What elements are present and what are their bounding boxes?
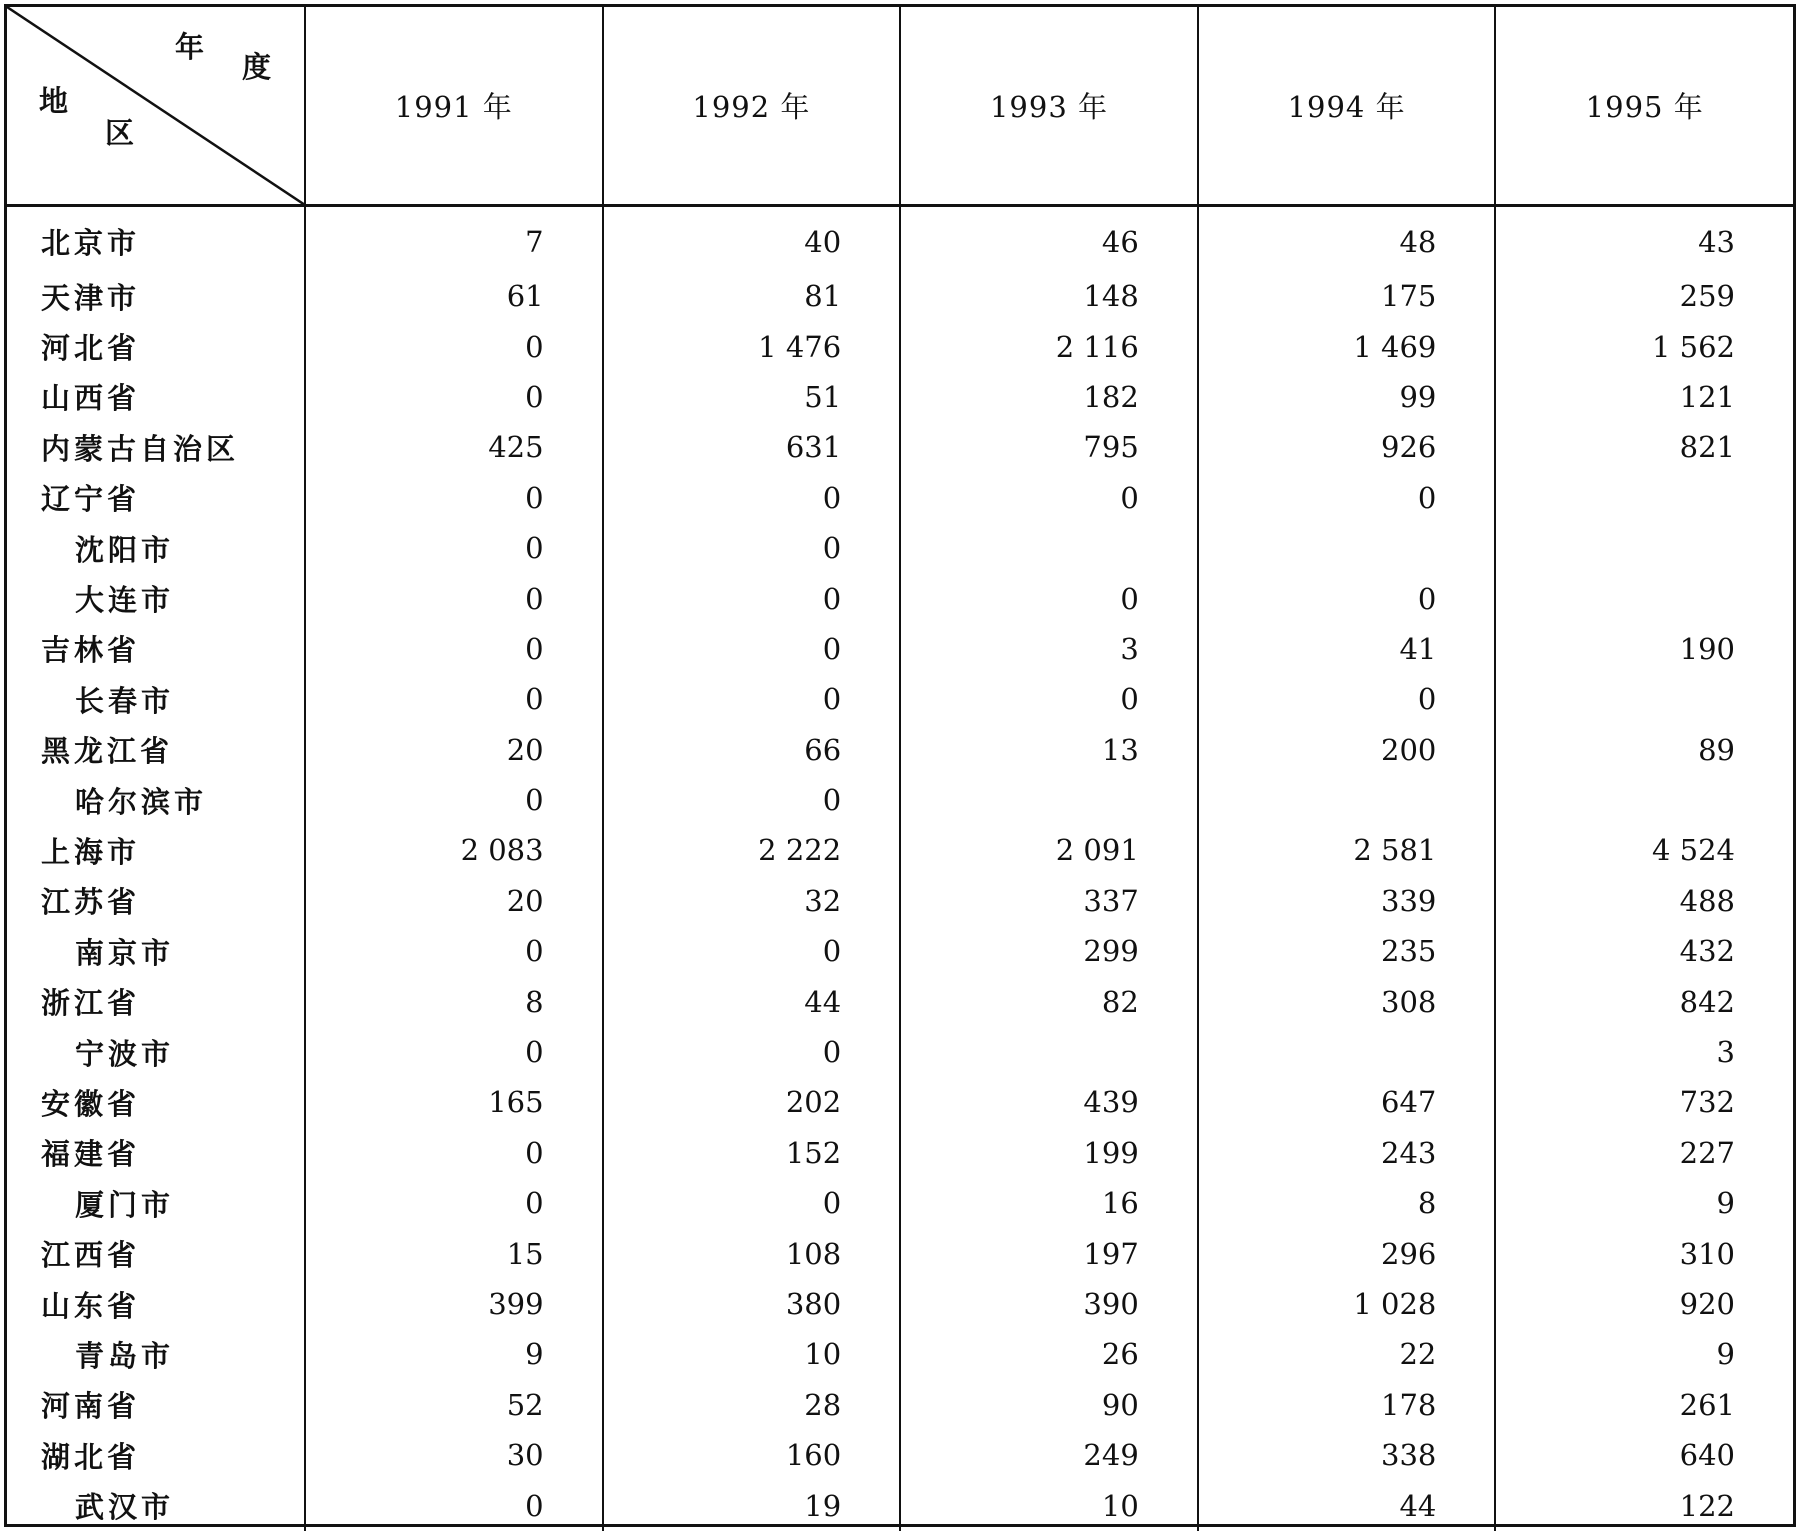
value-cell: 22 xyxy=(1198,1329,1496,1379)
value-cell: 296 xyxy=(1198,1228,1496,1278)
value-cell xyxy=(900,1027,1198,1077)
value-cell: 631 xyxy=(603,422,901,472)
value-cell: 44 xyxy=(603,976,901,1026)
value-cell xyxy=(900,775,1198,825)
statistics-table xyxy=(7,7,1793,1531)
table-row xyxy=(7,573,1793,623)
value-cell: 299 xyxy=(900,926,1198,976)
value-cell: 148 xyxy=(900,271,1198,321)
value-cell: 200 xyxy=(1198,725,1496,775)
value-cell: 0 xyxy=(603,1178,901,1228)
region-name-cell: 上海市 xyxy=(41,834,141,869)
table-row xyxy=(7,624,1793,674)
value-cell: 175 xyxy=(1198,271,1496,321)
table-body xyxy=(7,205,1793,1531)
corner-label-region-1: 地 xyxy=(39,84,70,118)
value-cell: 44 xyxy=(1198,1480,1496,1530)
region-name-cell: 北京市 xyxy=(41,226,141,261)
value-cell: 61 xyxy=(305,271,603,321)
value-cell: 199 xyxy=(900,1128,1198,1178)
value-cell: 0 xyxy=(1198,674,1496,724)
region-name-cell: 哈尔滨市 xyxy=(75,784,208,819)
value-cell: 338 xyxy=(1198,1430,1496,1480)
value-cell: 0 xyxy=(305,573,603,623)
table-row xyxy=(7,926,1793,976)
value-cell: 122 xyxy=(1495,1480,1793,1530)
corner-label-year-1: 年 xyxy=(175,30,206,64)
region-name-cell: 山西省 xyxy=(41,381,141,416)
value-cell: 20 xyxy=(305,725,603,775)
value-cell xyxy=(1495,573,1793,623)
value-cell: 0 xyxy=(305,372,603,422)
value-cell: 2 116 xyxy=(900,321,1198,371)
value-cell: 2 083 xyxy=(305,825,603,875)
value-cell: 425 xyxy=(305,422,603,472)
region-name-cell: 安徽省 xyxy=(41,1086,141,1121)
value-cell: 7 xyxy=(305,205,603,271)
value-cell: 9 xyxy=(305,1329,603,1379)
table-row xyxy=(7,422,1793,472)
value-cell: 182 xyxy=(900,372,1198,422)
value-cell: 160 xyxy=(603,1430,901,1480)
value-cell: 8 xyxy=(1198,1178,1496,1228)
value-cell: 488 xyxy=(1495,876,1793,926)
value-cell: 3 xyxy=(900,624,1198,674)
value-cell: 732 xyxy=(1495,1077,1793,1127)
region-name-cell: 江苏省 xyxy=(41,885,141,920)
table-row xyxy=(7,825,1793,875)
table-row xyxy=(7,1228,1793,1278)
value-cell: 48 xyxy=(1198,205,1496,271)
value-cell: 0 xyxy=(305,321,603,371)
table-row xyxy=(7,976,1793,1026)
table-row xyxy=(7,876,1793,926)
value-cell: 82 xyxy=(900,976,1198,1026)
value-cell: 152 xyxy=(603,1128,901,1178)
value-cell: 0 xyxy=(603,674,901,724)
value-cell: 0 xyxy=(305,1027,603,1077)
value-cell: 390 xyxy=(900,1279,1198,1329)
value-cell: 90 xyxy=(900,1380,1198,1430)
value-cell: 647 xyxy=(1198,1077,1496,1127)
value-cell: 259 xyxy=(1495,271,1793,321)
value-cell: 32 xyxy=(603,876,901,926)
table-row xyxy=(7,321,1793,371)
corner-label-region-2: 区 xyxy=(105,116,136,150)
value-cell: 0 xyxy=(1198,573,1496,623)
region-name-cell: 湖北省 xyxy=(41,1439,141,1474)
value-cell: 249 xyxy=(900,1430,1198,1480)
value-cell: 26 xyxy=(900,1329,1198,1379)
value-cell: 52 xyxy=(305,1380,603,1430)
region-name-cell: 吉林省 xyxy=(41,633,141,668)
value-cell xyxy=(1495,523,1793,573)
table-row xyxy=(7,1430,1793,1480)
value-cell: 380 xyxy=(603,1279,901,1329)
value-cell: 926 xyxy=(1198,422,1496,472)
value-cell: 20 xyxy=(305,876,603,926)
region-name-cell: 辽宁省 xyxy=(41,482,141,517)
region-name-cell: 江西省 xyxy=(41,1238,141,1273)
value-cell: 795 xyxy=(900,422,1198,472)
table-row xyxy=(7,205,1793,271)
value-cell: 0 xyxy=(603,473,901,523)
value-cell: 28 xyxy=(603,1380,901,1430)
value-cell: 920 xyxy=(1495,1279,1793,1329)
value-cell: 178 xyxy=(1198,1380,1496,1430)
value-cell: 4 524 xyxy=(1495,825,1793,875)
value-cell: 0 xyxy=(603,1027,901,1077)
region-name-cell: 大连市 xyxy=(75,583,175,618)
table-row xyxy=(7,1480,1793,1530)
value-cell: 310 xyxy=(1495,1228,1793,1278)
table-row xyxy=(7,775,1793,825)
value-cell: 432 xyxy=(1495,926,1793,976)
region-name-cell: 武汉市 xyxy=(75,1490,175,1525)
table-row xyxy=(7,1077,1793,1127)
value-cell: 40 xyxy=(603,205,901,271)
value-cell: 46 xyxy=(900,205,1198,271)
table-row xyxy=(7,473,1793,523)
table-row xyxy=(7,1329,1793,1379)
value-cell xyxy=(1198,1027,1496,1077)
year-header-1991: 1991 年 xyxy=(305,7,603,205)
value-cell: 0 xyxy=(305,1480,603,1530)
value-cell: 337 xyxy=(900,876,1198,926)
value-cell xyxy=(900,523,1198,573)
value-cell: 30 xyxy=(305,1430,603,1480)
table-row xyxy=(7,372,1793,422)
value-cell: 2 222 xyxy=(603,825,901,875)
value-cell: 41 xyxy=(1198,624,1496,674)
table-row xyxy=(7,1128,1793,1178)
value-cell: 0 xyxy=(305,775,603,825)
value-cell xyxy=(1198,523,1496,573)
table-row xyxy=(7,674,1793,724)
value-cell: 15 xyxy=(305,1228,603,1278)
value-cell: 197 xyxy=(900,1228,1198,1278)
value-cell: 16 xyxy=(900,1178,1198,1228)
corner-header-cell xyxy=(7,7,305,205)
value-cell: 9 xyxy=(1495,1178,1793,1228)
value-cell: 3 xyxy=(1495,1027,1793,1077)
value-cell: 0 xyxy=(603,523,901,573)
value-cell: 235 xyxy=(1198,926,1496,976)
value-cell: 108 xyxy=(603,1228,901,1278)
value-cell: 339 xyxy=(1198,876,1496,926)
value-cell: 261 xyxy=(1495,1380,1793,1430)
value-cell: 1 562 xyxy=(1495,321,1793,371)
value-cell: 51 xyxy=(603,372,901,422)
table-row xyxy=(7,1279,1793,1329)
value-cell: 2 091 xyxy=(900,825,1198,875)
value-cell: 99 xyxy=(1198,372,1496,422)
region-name-cell: 宁波市 xyxy=(75,1036,175,1071)
value-cell: 10 xyxy=(900,1480,1198,1530)
value-cell: 243 xyxy=(1198,1128,1496,1178)
region-name-cell: 福建省 xyxy=(41,1137,141,1172)
value-cell: 0 xyxy=(603,624,901,674)
region-name-cell: 黑龙江省 xyxy=(41,734,174,769)
value-cell xyxy=(1495,775,1793,825)
value-cell: 165 xyxy=(305,1077,603,1127)
value-cell: 10 xyxy=(603,1329,901,1379)
value-cell: 0 xyxy=(305,926,603,976)
region-name-cell: 长春市 xyxy=(75,683,175,718)
region-name-cell: 沈阳市 xyxy=(75,532,175,567)
value-cell: 81 xyxy=(603,271,901,321)
value-cell: 0 xyxy=(305,1128,603,1178)
table-row xyxy=(7,523,1793,573)
value-cell: 9 xyxy=(1495,1329,1793,1379)
corner-label-year-2: 度 xyxy=(242,50,273,84)
region-name-cell: 内蒙古自治区 xyxy=(41,431,240,466)
value-cell xyxy=(1495,674,1793,724)
value-cell: 0 xyxy=(305,523,603,573)
value-cell: 0 xyxy=(900,674,1198,724)
value-cell: 1 028 xyxy=(1198,1279,1496,1329)
region-name-cell: 天津市 xyxy=(41,280,141,315)
table-row xyxy=(7,271,1793,321)
region-name-cell: 山东省 xyxy=(41,1288,141,1323)
value-cell: 0 xyxy=(305,674,603,724)
table-row xyxy=(7,725,1793,775)
header-row xyxy=(7,7,1793,205)
value-cell: 0 xyxy=(900,573,1198,623)
region-name-cell: 厦门市 xyxy=(75,1187,175,1222)
year-header-1992: 1992 年 xyxy=(603,7,901,205)
value-cell: 0 xyxy=(305,624,603,674)
value-cell: 1 476 xyxy=(603,321,901,371)
data-table xyxy=(4,4,1796,1527)
value-cell: 821 xyxy=(1495,422,1793,472)
region-name-cell: 河北省 xyxy=(41,331,141,366)
value-cell: 640 xyxy=(1495,1430,1793,1480)
table-row xyxy=(7,1027,1793,1077)
value-cell: 0 xyxy=(603,775,901,825)
region-name-cell: 南京市 xyxy=(75,935,175,970)
value-cell: 439 xyxy=(900,1077,1198,1127)
value-cell: 0 xyxy=(603,573,901,623)
value-cell: 43 xyxy=(1495,205,1793,271)
year-header-1994: 1994 年 xyxy=(1198,7,1496,205)
year-header-1995: 1995 年 xyxy=(1495,7,1793,205)
region-name-cell: 青岛市 xyxy=(75,1338,175,1373)
region-name-cell: 河南省 xyxy=(41,1389,141,1424)
value-cell: 190 xyxy=(1495,624,1793,674)
value-cell: 19 xyxy=(603,1480,901,1530)
table-row xyxy=(7,1380,1793,1430)
value-cell: 1 469 xyxy=(1198,321,1496,371)
value-cell: 0 xyxy=(603,926,901,976)
region-name-cell: 浙江省 xyxy=(41,986,141,1021)
value-cell: 121 xyxy=(1495,372,1793,422)
value-cell: 2 581 xyxy=(1198,825,1496,875)
value-cell: 227 xyxy=(1495,1128,1793,1178)
value-cell xyxy=(1495,473,1793,523)
value-cell: 308 xyxy=(1198,976,1496,1026)
value-cell: 842 xyxy=(1495,976,1793,1026)
value-cell: 8 xyxy=(305,976,603,1026)
year-header-1993: 1993 年 xyxy=(900,7,1198,205)
table-row xyxy=(7,1178,1793,1228)
value-cell: 0 xyxy=(305,1178,603,1228)
value-cell: 399 xyxy=(305,1279,603,1329)
value-cell: 13 xyxy=(900,725,1198,775)
value-cell: 66 xyxy=(603,725,901,775)
value-cell: 202 xyxy=(603,1077,901,1127)
value-cell: 0 xyxy=(1198,473,1496,523)
value-cell xyxy=(1198,775,1496,825)
value-cell: 0 xyxy=(900,473,1198,523)
value-cell: 89 xyxy=(1495,725,1793,775)
value-cell: 0 xyxy=(305,473,603,523)
